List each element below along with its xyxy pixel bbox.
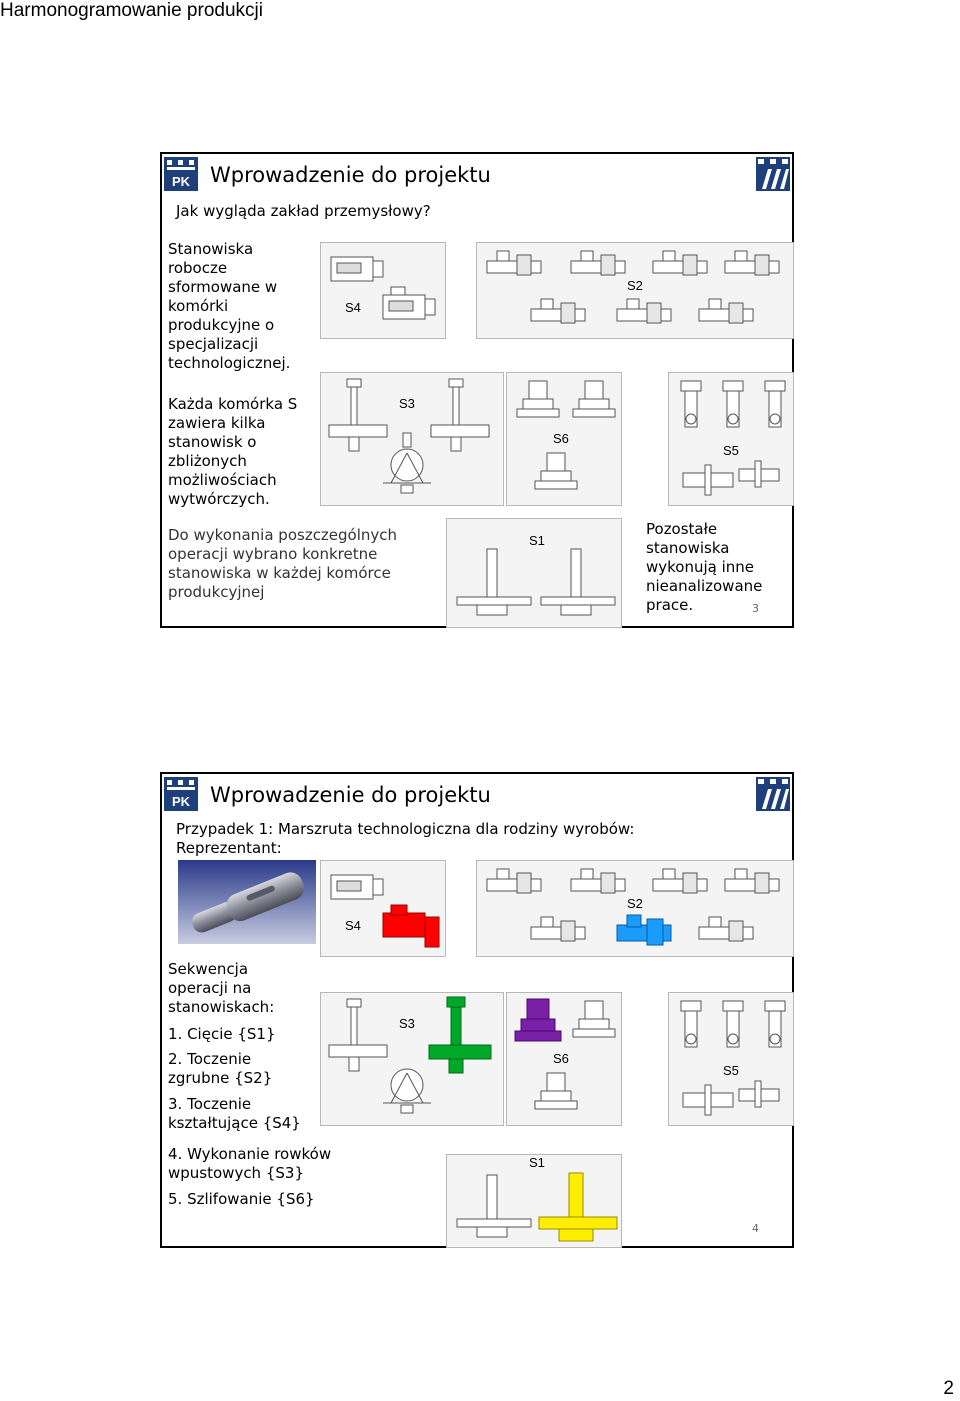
- text-line: 4. Wykonanie rowków: [168, 1145, 332, 1163]
- svg-text:PK: PK: [171, 174, 191, 189]
- text-line: stanowiska w każdej komórce: [168, 564, 391, 582]
- text-line: możliwościach: [168, 471, 277, 489]
- machine-drawing-icon: [321, 243, 445, 338]
- cell-s2: [476, 242, 794, 339]
- document-header: Harmonogramowanie produkcji: [0, 0, 263, 21]
- cell-s5: [668, 372, 794, 506]
- text-line: 1. Cięcie {S1}: [168, 1025, 276, 1043]
- highlight-s4: [383, 905, 439, 947]
- text-line: 5. Szlifowanie {S6}: [168, 1190, 315, 1208]
- milling-group-drawing-icon: [321, 373, 503, 505]
- slide-4: [160, 772, 794, 1248]
- university-logo-icon: [164, 157, 198, 191]
- cell-s1: [446, 1154, 622, 1248]
- cell-s3: [320, 372, 504, 506]
- text-line: wpustowych {S3}: [168, 1164, 304, 1182]
- cell-label: S2: [627, 896, 643, 911]
- text-line: wykonują inne: [646, 558, 755, 576]
- cell-label: S3: [399, 1016, 415, 1031]
- sequence-item-5: [168, 1190, 315, 1209]
- slide-title: Wprowadzenie do projektu: [210, 163, 491, 187]
- cell-s6: [506, 992, 622, 1126]
- slide-3: [160, 152, 794, 628]
- text-line: zgrubne {S2}: [168, 1069, 273, 1087]
- cell-label: S6: [553, 431, 569, 446]
- shaft-part-image: [178, 860, 316, 944]
- drill-group-drawing-icon: [669, 373, 793, 505]
- text-line: robocze: [168, 259, 228, 277]
- cell-s4: [320, 242, 446, 339]
- slide-number: 3: [752, 602, 759, 615]
- slide-number: 4: [752, 1222, 759, 1235]
- text-line: technologicznej.: [168, 354, 291, 372]
- text-line: Stanowiska: [168, 240, 254, 258]
- text-line: Sekwencja: [168, 960, 249, 978]
- page-number: 2: [943, 1378, 954, 1399]
- text-line: komórki: [168, 297, 229, 315]
- text-line: 3. Toczenie: [168, 1095, 252, 1113]
- sequence-item-2: [168, 1050, 272, 1088]
- text-line: kształtujące {S4}: [168, 1114, 301, 1132]
- cell-label: S4: [345, 300, 361, 315]
- highlight-s2: [617, 915, 671, 945]
- slide-subtitle: [176, 820, 634, 858]
- text-line: 2. Toczenie: [168, 1050, 252, 1068]
- cell-s2: [476, 860, 794, 957]
- text-line: zbliżonych: [168, 452, 247, 470]
- sequence-heading: [168, 960, 274, 1017]
- highlight-s6: [515, 999, 561, 1041]
- cell-s5: [668, 992, 794, 1126]
- text-line: Do wykonania poszczególnych: [168, 526, 398, 544]
- sequence-item-3: [168, 1095, 301, 1133]
- text-line: zawiera kilka: [168, 414, 266, 432]
- text-line: produkcyjnej: [168, 583, 265, 601]
- text-line: operacji wybrano konkretne: [168, 545, 378, 563]
- machine-drawing-icon: [321, 861, 445, 956]
- highlight-s1: [539, 1173, 617, 1241]
- text-line: produkcyjne o: [168, 316, 275, 334]
- cell-label: S5: [723, 1063, 739, 1078]
- paragraph-cells: [168, 395, 297, 509]
- text-line: wytwórczych.: [168, 490, 270, 508]
- paragraph-selection: [168, 526, 397, 602]
- text-line: Reprezentant:: [176, 839, 282, 857]
- text-line: Każda komórka S: [168, 395, 298, 413]
- cell-s3: [320, 992, 504, 1126]
- cell-label: S4: [345, 918, 361, 933]
- slide-title: Wprowadzenie do projektu: [210, 783, 491, 807]
- svg-text:PK: PK: [171, 794, 191, 809]
- text-line: sformowane w: [168, 278, 278, 296]
- cell-s4: [320, 860, 446, 957]
- text-line: operacji na: [168, 979, 252, 997]
- drill-group-drawing-icon: [669, 993, 793, 1125]
- text-line: stanowiska: [646, 539, 730, 557]
- cell-label: S2: [627, 278, 643, 293]
- text-line: stanowisk o: [168, 433, 257, 451]
- milling-group-drawing-icon: [321, 993, 503, 1125]
- note-other-stations: [646, 520, 762, 615]
- cell-label: S3: [399, 396, 415, 411]
- sequence-item-4: [168, 1145, 331, 1183]
- cell-label: S5: [723, 443, 739, 458]
- cell-label: S1: [529, 1155, 545, 1170]
- slide-subtitle: Jak wygląda zakład przemysłowy?: [176, 202, 431, 220]
- paragraph-workstations: [168, 240, 290, 373]
- text-line: stanowiskach:: [168, 998, 275, 1016]
- university-logo-icon: [164, 777, 198, 811]
- text-line: specjalizacji: [168, 335, 259, 353]
- cell-s1: [446, 518, 622, 628]
- text-line: nieanalizowane: [646, 577, 763, 595]
- text-line: Pozostałe: [646, 520, 718, 538]
- cell-label: S6: [553, 1051, 569, 1066]
- highlight-s3: [429, 997, 491, 1073]
- text-line: Przypadek 1: Marszruta technologiczna dla rodziny wyrobów:: [176, 820, 635, 838]
- faculty-logo-icon: [756, 157, 790, 191]
- cell-label: S1: [529, 533, 545, 548]
- sequence-item-1: [168, 1025, 276, 1044]
- faculty-logo-icon: [756, 777, 790, 811]
- text-line: prace.: [646, 596, 694, 614]
- cell-s6: [506, 372, 622, 506]
